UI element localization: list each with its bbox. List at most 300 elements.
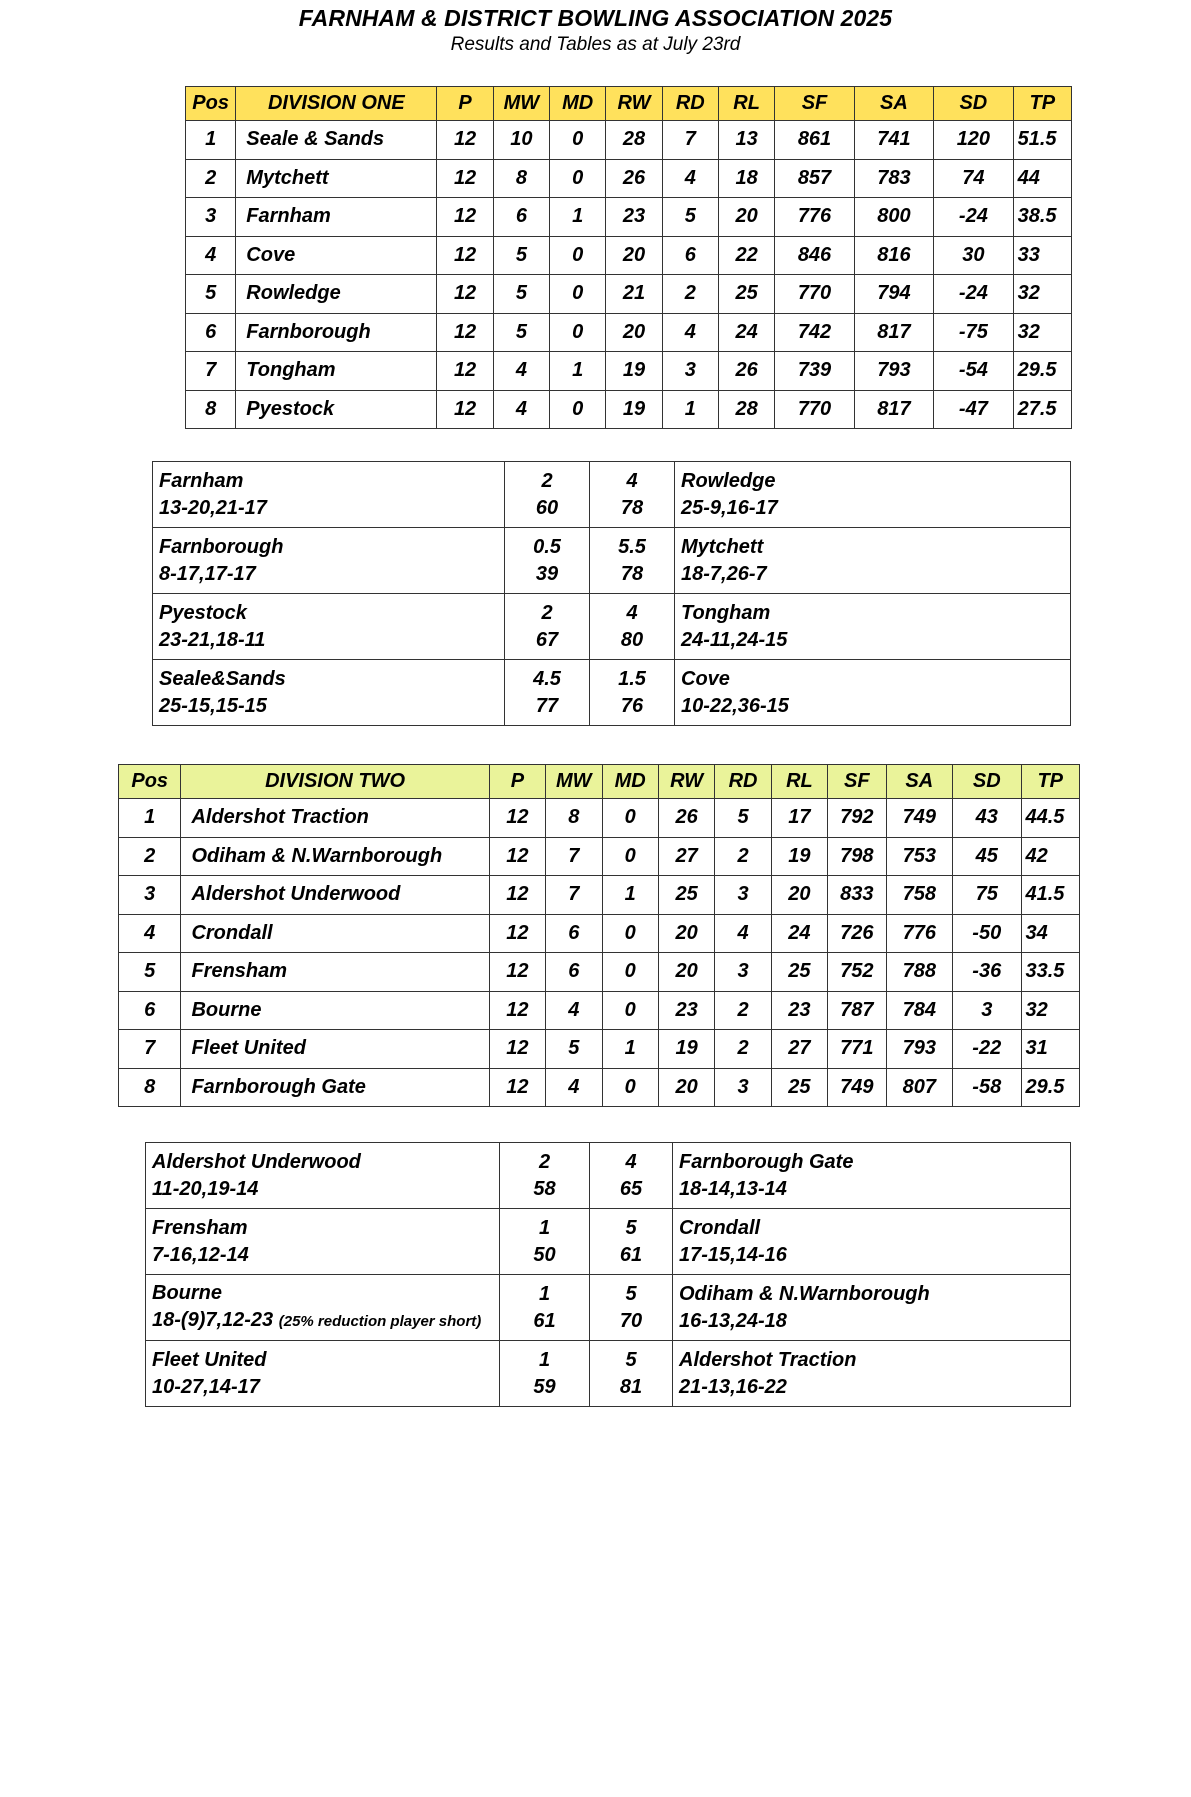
table-cell: 749 <box>828 1068 886 1107</box>
away-shots: 65 <box>619 1177 643 1200</box>
table-cell: 0 <box>602 953 658 992</box>
table-cell: 5 <box>715 799 771 838</box>
home-rink-scores: 18-(9)7,12-23 <box>152 1309 274 1331</box>
home-shots: 39 <box>535 562 559 585</box>
home-points: 1 <box>538 1216 551 1239</box>
table-cell: 4 <box>662 159 718 198</box>
team-name: Farnborough <box>236 313 437 352</box>
team-name: Seale & Sands <box>236 121 437 160</box>
table-cell: 793 <box>854 352 933 391</box>
table-row <box>186 198 1072 237</box>
away-rink-scores: 21-13,16-22 <box>679 1375 787 1398</box>
column-header: P <box>489 765 545 799</box>
table-cell: 6 <box>546 953 602 992</box>
table-cell: 12 <box>437 390 493 429</box>
table-cell: 742 <box>775 313 854 352</box>
table-cell: 12 <box>437 352 493 391</box>
table-cell: 6 <box>186 313 236 352</box>
team-name: Frensham <box>181 953 489 992</box>
home-points-cell <box>500 1275 590 1341</box>
table-cell: 120 <box>934 121 1013 160</box>
table-row <box>119 953 1080 992</box>
home-team-name: Fleet United <box>152 1348 267 1371</box>
table-cell: 4 <box>493 352 549 391</box>
table-cell: 817 <box>854 390 933 429</box>
table-cell: 10 <box>493 121 549 160</box>
table-cell: 739 <box>775 352 854 391</box>
table-cell: -47 <box>934 390 1013 429</box>
table-cell: 4 <box>715 914 771 953</box>
away-shots: 78 <box>620 562 644 585</box>
away-team-cell <box>673 1275 1071 1341</box>
column-header: RD <box>715 765 771 799</box>
away-rink-scores: 18-14,13-14 <box>679 1177 787 1200</box>
away-team-name: Farnborough Gate <box>679 1150 854 1173</box>
table-cell: 3 <box>662 352 718 391</box>
away-shots: 70 <box>619 1309 643 1332</box>
table-cell: 0 <box>602 1068 658 1107</box>
table-cell: 749 <box>886 799 952 838</box>
table-cell: 41.5 <box>1021 876 1080 915</box>
team-name: Crondall <box>181 914 489 953</box>
division-two-header-row <box>119 765 1080 799</box>
table-cell: 857 <box>775 159 854 198</box>
table-cell: 771 <box>828 1030 886 1069</box>
team-name: Pyestock <box>236 390 437 429</box>
home-rink-scores: 23-21,18-11 <box>159 628 266 651</box>
table-cell: 1 <box>550 352 606 391</box>
table-cell: 12 <box>489 837 545 876</box>
column-header: RD <box>662 87 718 121</box>
away-points-cell <box>590 462 675 528</box>
away-points: 1.5 <box>618 667 646 690</box>
table-cell: 20 <box>658 914 714 953</box>
table-cell: 1 <box>119 799 181 838</box>
column-header: SD <box>953 765 1021 799</box>
match-row <box>146 1275 1071 1341</box>
team-name: Bourne <box>181 991 489 1030</box>
away-shots: 78 <box>620 496 644 519</box>
home-shots: 67 <box>535 628 559 651</box>
away-points: 5 <box>625 1282 637 1305</box>
away-shots: 61 <box>619 1243 643 1266</box>
table-cell: 794 <box>854 275 933 314</box>
table-cell: 793 <box>886 1030 952 1069</box>
table-row <box>119 991 1080 1030</box>
team-name: Aldershot Underwood <box>181 876 489 915</box>
table-cell: 3 <box>715 1068 771 1107</box>
column-header: SA <box>854 87 933 121</box>
table-cell: 24 <box>771 914 827 953</box>
table-cell: 20 <box>658 953 714 992</box>
table-row <box>119 1030 1080 1069</box>
away-team-cell <box>675 528 1071 594</box>
away-team-cell <box>673 1341 1071 1407</box>
table-cell: 25 <box>658 876 714 915</box>
home-points: 2 <box>538 1150 551 1173</box>
table-cell: 27 <box>658 837 714 876</box>
away-shots: 80 <box>620 628 644 651</box>
match-row <box>146 1143 1071 1209</box>
table-cell: 24 <box>718 313 774 352</box>
table-cell: 6 <box>119 991 181 1030</box>
table-cell: 776 <box>775 198 854 237</box>
column-header: DIVISION TWO <box>181 765 489 799</box>
home-team-name: Aldershot Underwood <box>152 1150 361 1173</box>
table-cell: 0 <box>550 121 606 160</box>
table-cell: -24 <box>934 198 1013 237</box>
table-row <box>119 799 1080 838</box>
table-cell: 1 <box>602 1030 658 1069</box>
away-shots: 81 <box>619 1375 643 1398</box>
table-cell: 75 <box>953 876 1021 915</box>
table-cell: 4 <box>119 914 181 953</box>
column-header: TP <box>1021 765 1080 799</box>
home-rink-scores: 11-20,19-14 <box>152 1177 259 1200</box>
table-cell: 788 <box>886 953 952 992</box>
table-row <box>186 275 1072 314</box>
table-cell: 38.5 <box>1013 198 1071 237</box>
team-name: Rowledge <box>236 275 437 314</box>
table-cell: 5 <box>186 275 236 314</box>
table-cell: 833 <box>828 876 886 915</box>
table-cell: 0 <box>602 914 658 953</box>
home-team-cell <box>146 1209 500 1275</box>
home-points: 2 <box>541 469 553 492</box>
table-cell: 776 <box>886 914 952 953</box>
table-cell: 7 <box>119 1030 181 1069</box>
table-cell: 23 <box>658 991 714 1030</box>
table-cell: 12 <box>437 121 493 160</box>
table-cell: 7 <box>546 837 602 876</box>
away-rink-scores: 10-22,36-15 <box>681 694 789 717</box>
table-cell: -36 <box>953 953 1021 992</box>
column-header: Pos <box>186 87 236 121</box>
table-cell: 5 <box>493 236 549 275</box>
away-points-cell <box>590 1209 673 1275</box>
table-row <box>186 390 1072 429</box>
table-cell: 12 <box>489 1068 545 1107</box>
column-header: MW <box>546 765 602 799</box>
table-cell: 2 <box>715 837 771 876</box>
column-header: MD <box>550 87 606 121</box>
table-cell: 4 <box>662 313 718 352</box>
table-cell: 32 <box>1021 991 1080 1030</box>
column-header: SF <box>775 87 854 121</box>
table-cell: 816 <box>854 236 933 275</box>
table-cell: 26 <box>658 799 714 838</box>
table-cell: 29.5 <box>1013 352 1071 391</box>
home-team-name: Bourne <box>152 1282 222 1304</box>
table-cell: 1 <box>550 198 606 237</box>
table-cell: 28 <box>718 390 774 429</box>
away-rink-scores: 18-7,26-7 <box>681 562 767 585</box>
table-cell: 26 <box>606 159 662 198</box>
table-cell: 7 <box>186 352 236 391</box>
team-name: Aldershot Traction <box>181 799 489 838</box>
table-cell: 4 <box>546 1068 602 1107</box>
home-points: 0.5 <box>533 535 561 558</box>
home-points-cell <box>500 1143 590 1209</box>
away-team-cell <box>675 462 1071 528</box>
column-header: DIVISION ONE <box>236 87 437 121</box>
table-row <box>119 914 1080 953</box>
table-cell: 758 <box>886 876 952 915</box>
home-points-cell <box>500 1341 590 1407</box>
away-rink-scores: 25-9,16-17 <box>681 496 778 519</box>
table-cell: 5 <box>493 313 549 352</box>
table-cell: 22 <box>718 236 774 275</box>
table-row <box>119 876 1080 915</box>
table-cell: 0 <box>602 837 658 876</box>
match-row <box>153 462 1071 528</box>
table-cell: 25 <box>771 1068 827 1107</box>
home-rink-scores: 8-17,17-17 <box>159 562 256 585</box>
table-cell: 32 <box>1013 275 1071 314</box>
table-cell: 3 <box>953 991 1021 1030</box>
away-team-name: Aldershot Traction <box>679 1348 857 1371</box>
away-points-cell <box>590 660 675 726</box>
home-points-cell <box>505 462 590 528</box>
home-team-cell <box>146 1275 500 1341</box>
team-name: Farnham <box>236 198 437 237</box>
home-team-cell <box>146 1143 500 1209</box>
home-team-cell <box>153 594 505 660</box>
table-cell: 2 <box>186 159 236 198</box>
home-rink-scores: 13-20,21-17 <box>159 496 267 519</box>
table-cell: 3 <box>715 876 771 915</box>
home-note: (25% reduction player short) <box>278 1313 482 1330</box>
home-shots: 50 <box>533 1243 556 1266</box>
table-cell: 5 <box>546 1030 602 1069</box>
away-rink-scores: 24-11,24-15 <box>681 628 788 651</box>
table-cell: 5 <box>493 275 549 314</box>
column-header: MD <box>602 765 658 799</box>
table-cell: 18 <box>718 159 774 198</box>
table-cell: 4 <box>186 236 236 275</box>
away-points: 5 <box>625 1216 637 1239</box>
table-cell: 2 <box>119 837 181 876</box>
home-team-cell <box>153 462 505 528</box>
table-cell: 8 <box>546 799 602 838</box>
home-team-name: Farnborough <box>159 535 284 558</box>
table-cell: 753 <box>886 837 952 876</box>
table-cell: -24 <box>934 275 1013 314</box>
table-cell: 45 <box>953 837 1021 876</box>
table-cell: 31 <box>1021 1030 1080 1069</box>
home-team-name: Farnham <box>159 469 244 492</box>
away-team-name: Tongham <box>681 601 771 624</box>
table-cell: 12 <box>489 799 545 838</box>
home-team-cell <box>153 660 505 726</box>
table-cell: -54 <box>934 352 1013 391</box>
team-name: Fleet United <box>181 1030 489 1069</box>
team-name: Odiham & N.Warnborough <box>181 837 489 876</box>
column-header: RL <box>771 765 827 799</box>
match-row <box>146 1209 1071 1275</box>
page-subtitle: Results and Tables as at July 23rd <box>450 34 741 55</box>
table-cell: 846 <box>775 236 854 275</box>
home-team-cell <box>146 1341 500 1407</box>
home-shots: 60 <box>535 496 559 519</box>
table-cell: 25 <box>771 953 827 992</box>
table-cell: 25 <box>718 275 774 314</box>
table-cell: 752 <box>828 953 886 992</box>
column-header: RL <box>718 87 774 121</box>
division-one-table <box>185 86 1072 429</box>
table-cell: -75 <box>934 313 1013 352</box>
table-cell: 19 <box>658 1030 714 1069</box>
table-cell: 0 <box>602 991 658 1030</box>
table-cell: 19 <box>771 837 827 876</box>
table-row <box>186 236 1072 275</box>
table-cell: 3 <box>119 876 181 915</box>
away-points: 4 <box>626 469 638 492</box>
table-cell: 1 <box>186 121 236 160</box>
home-team-cell <box>153 528 505 594</box>
away-shots: 76 <box>620 694 644 717</box>
table-cell: 2 <box>715 991 771 1030</box>
home-team-name: Pyestock <box>159 601 247 624</box>
table-cell: 726 <box>828 914 886 953</box>
match-row <box>153 594 1071 660</box>
table-cell: -50 <box>953 914 1021 953</box>
table-cell: 784 <box>886 991 952 1030</box>
table-cell: 8 <box>119 1068 181 1107</box>
table-cell: 0 <box>550 275 606 314</box>
home-team-name: Seale&Sands <box>159 667 286 690</box>
table-cell: 20 <box>771 876 827 915</box>
table-cell: 0 <box>550 159 606 198</box>
home-points: 4.5 <box>533 667 561 690</box>
table-row <box>186 352 1072 391</box>
table-cell: 0 <box>550 313 606 352</box>
column-header: SA <box>886 765 952 799</box>
away-team-cell <box>673 1209 1071 1275</box>
column-header: Pos <box>119 765 181 799</box>
match-row <box>153 660 1071 726</box>
division-two-table <box>118 764 1080 1107</box>
table-cell: 5 <box>662 198 718 237</box>
away-points-cell <box>590 594 675 660</box>
away-rink-scores: 17-15,14-16 <box>679 1243 787 1266</box>
away-team-name: Crondall <box>679 1216 761 1239</box>
away-points: 5.5 <box>618 535 646 558</box>
home-points-cell <box>505 660 590 726</box>
away-rink-scores: 16-13,24-18 <box>679 1309 787 1332</box>
table-cell: 817 <box>854 313 933 352</box>
team-name: Tongham <box>236 352 437 391</box>
table-cell: 4 <box>493 390 549 429</box>
table-cell: 8 <box>493 159 549 198</box>
table-cell: 741 <box>854 121 933 160</box>
away-team-cell <box>675 594 1071 660</box>
table-cell: 1 <box>602 876 658 915</box>
table-cell: 19 <box>606 352 662 391</box>
table-cell: 861 <box>775 121 854 160</box>
table-cell: 13 <box>718 121 774 160</box>
column-header: TP <box>1013 87 1071 121</box>
table-cell: 29.5 <box>1021 1068 1080 1107</box>
table-cell: 0 <box>550 236 606 275</box>
home-team-name: Frensham <box>152 1216 248 1239</box>
home-points-cell <box>505 594 590 660</box>
table-cell: -22 <box>953 1030 1021 1069</box>
table-cell: 12 <box>489 914 545 953</box>
table-cell: 5 <box>119 953 181 992</box>
team-name: Mytchett <box>236 159 437 198</box>
table-cell: 3 <box>715 953 771 992</box>
column-header: MW <box>493 87 549 121</box>
home-points: 1 <box>538 1348 551 1371</box>
table-row <box>119 837 1080 876</box>
table-cell: 44 <box>1013 159 1071 198</box>
home-points-cell <box>505 528 590 594</box>
table-cell: 20 <box>658 1068 714 1107</box>
table-cell: 42 <box>1021 837 1080 876</box>
division-one-header-row <box>186 87 1072 121</box>
table-cell: 21 <box>606 275 662 314</box>
home-shots: 61 <box>533 1309 556 1332</box>
table-cell: -58 <box>953 1068 1021 1107</box>
table-cell: 783 <box>854 159 933 198</box>
home-points: 1 <box>538 1282 551 1305</box>
table-cell: 43 <box>953 799 1021 838</box>
table-cell: 23 <box>771 991 827 1030</box>
table-cell: 4 <box>546 991 602 1030</box>
away-team-name: Cove <box>681 667 730 690</box>
table-cell: 74 <box>934 159 1013 198</box>
away-team-name: Rowledge <box>681 469 776 492</box>
table-cell: 27.5 <box>1013 390 1071 429</box>
table-cell: 12 <box>437 198 493 237</box>
table-cell: 34 <box>1021 914 1080 953</box>
table-cell: 770 <box>775 275 854 314</box>
column-header: P <box>437 87 493 121</box>
table-cell: 807 <box>886 1068 952 1107</box>
column-header: SD <box>934 87 1013 121</box>
table-cell: 8 <box>186 390 236 429</box>
home-shots: 58 <box>533 1177 556 1200</box>
column-header: RW <box>658 765 714 799</box>
table-cell: 20 <box>606 236 662 275</box>
table-cell: 798 <box>828 837 886 876</box>
table-cell: 0 <box>602 799 658 838</box>
team-name: Cove <box>236 236 437 275</box>
table-cell: 800 <box>854 198 933 237</box>
away-points: 5 <box>625 1348 637 1371</box>
table-cell: 51.5 <box>1013 121 1071 160</box>
table-cell: 787 <box>828 991 886 1030</box>
match-row <box>153 528 1071 594</box>
table-cell: 12 <box>489 1030 545 1069</box>
table-cell: 32 <box>1013 313 1071 352</box>
table-cell: 2 <box>715 1030 771 1069</box>
table-cell: 12 <box>437 275 493 314</box>
away-points-cell <box>590 1143 673 1209</box>
away-points: 4 <box>625 1150 637 1173</box>
table-row <box>186 121 1072 160</box>
division-two-results <box>145 1142 1071 1407</box>
table-cell: 33 <box>1013 236 1071 275</box>
away-team-cell <box>673 1143 1071 1209</box>
division-one-results <box>152 461 1071 726</box>
table-cell: 20 <box>606 313 662 352</box>
table-cell: 12 <box>489 991 545 1030</box>
away-points-cell <box>590 1341 673 1407</box>
home-shots: 77 <box>535 694 559 717</box>
away-points-cell <box>590 1275 673 1341</box>
